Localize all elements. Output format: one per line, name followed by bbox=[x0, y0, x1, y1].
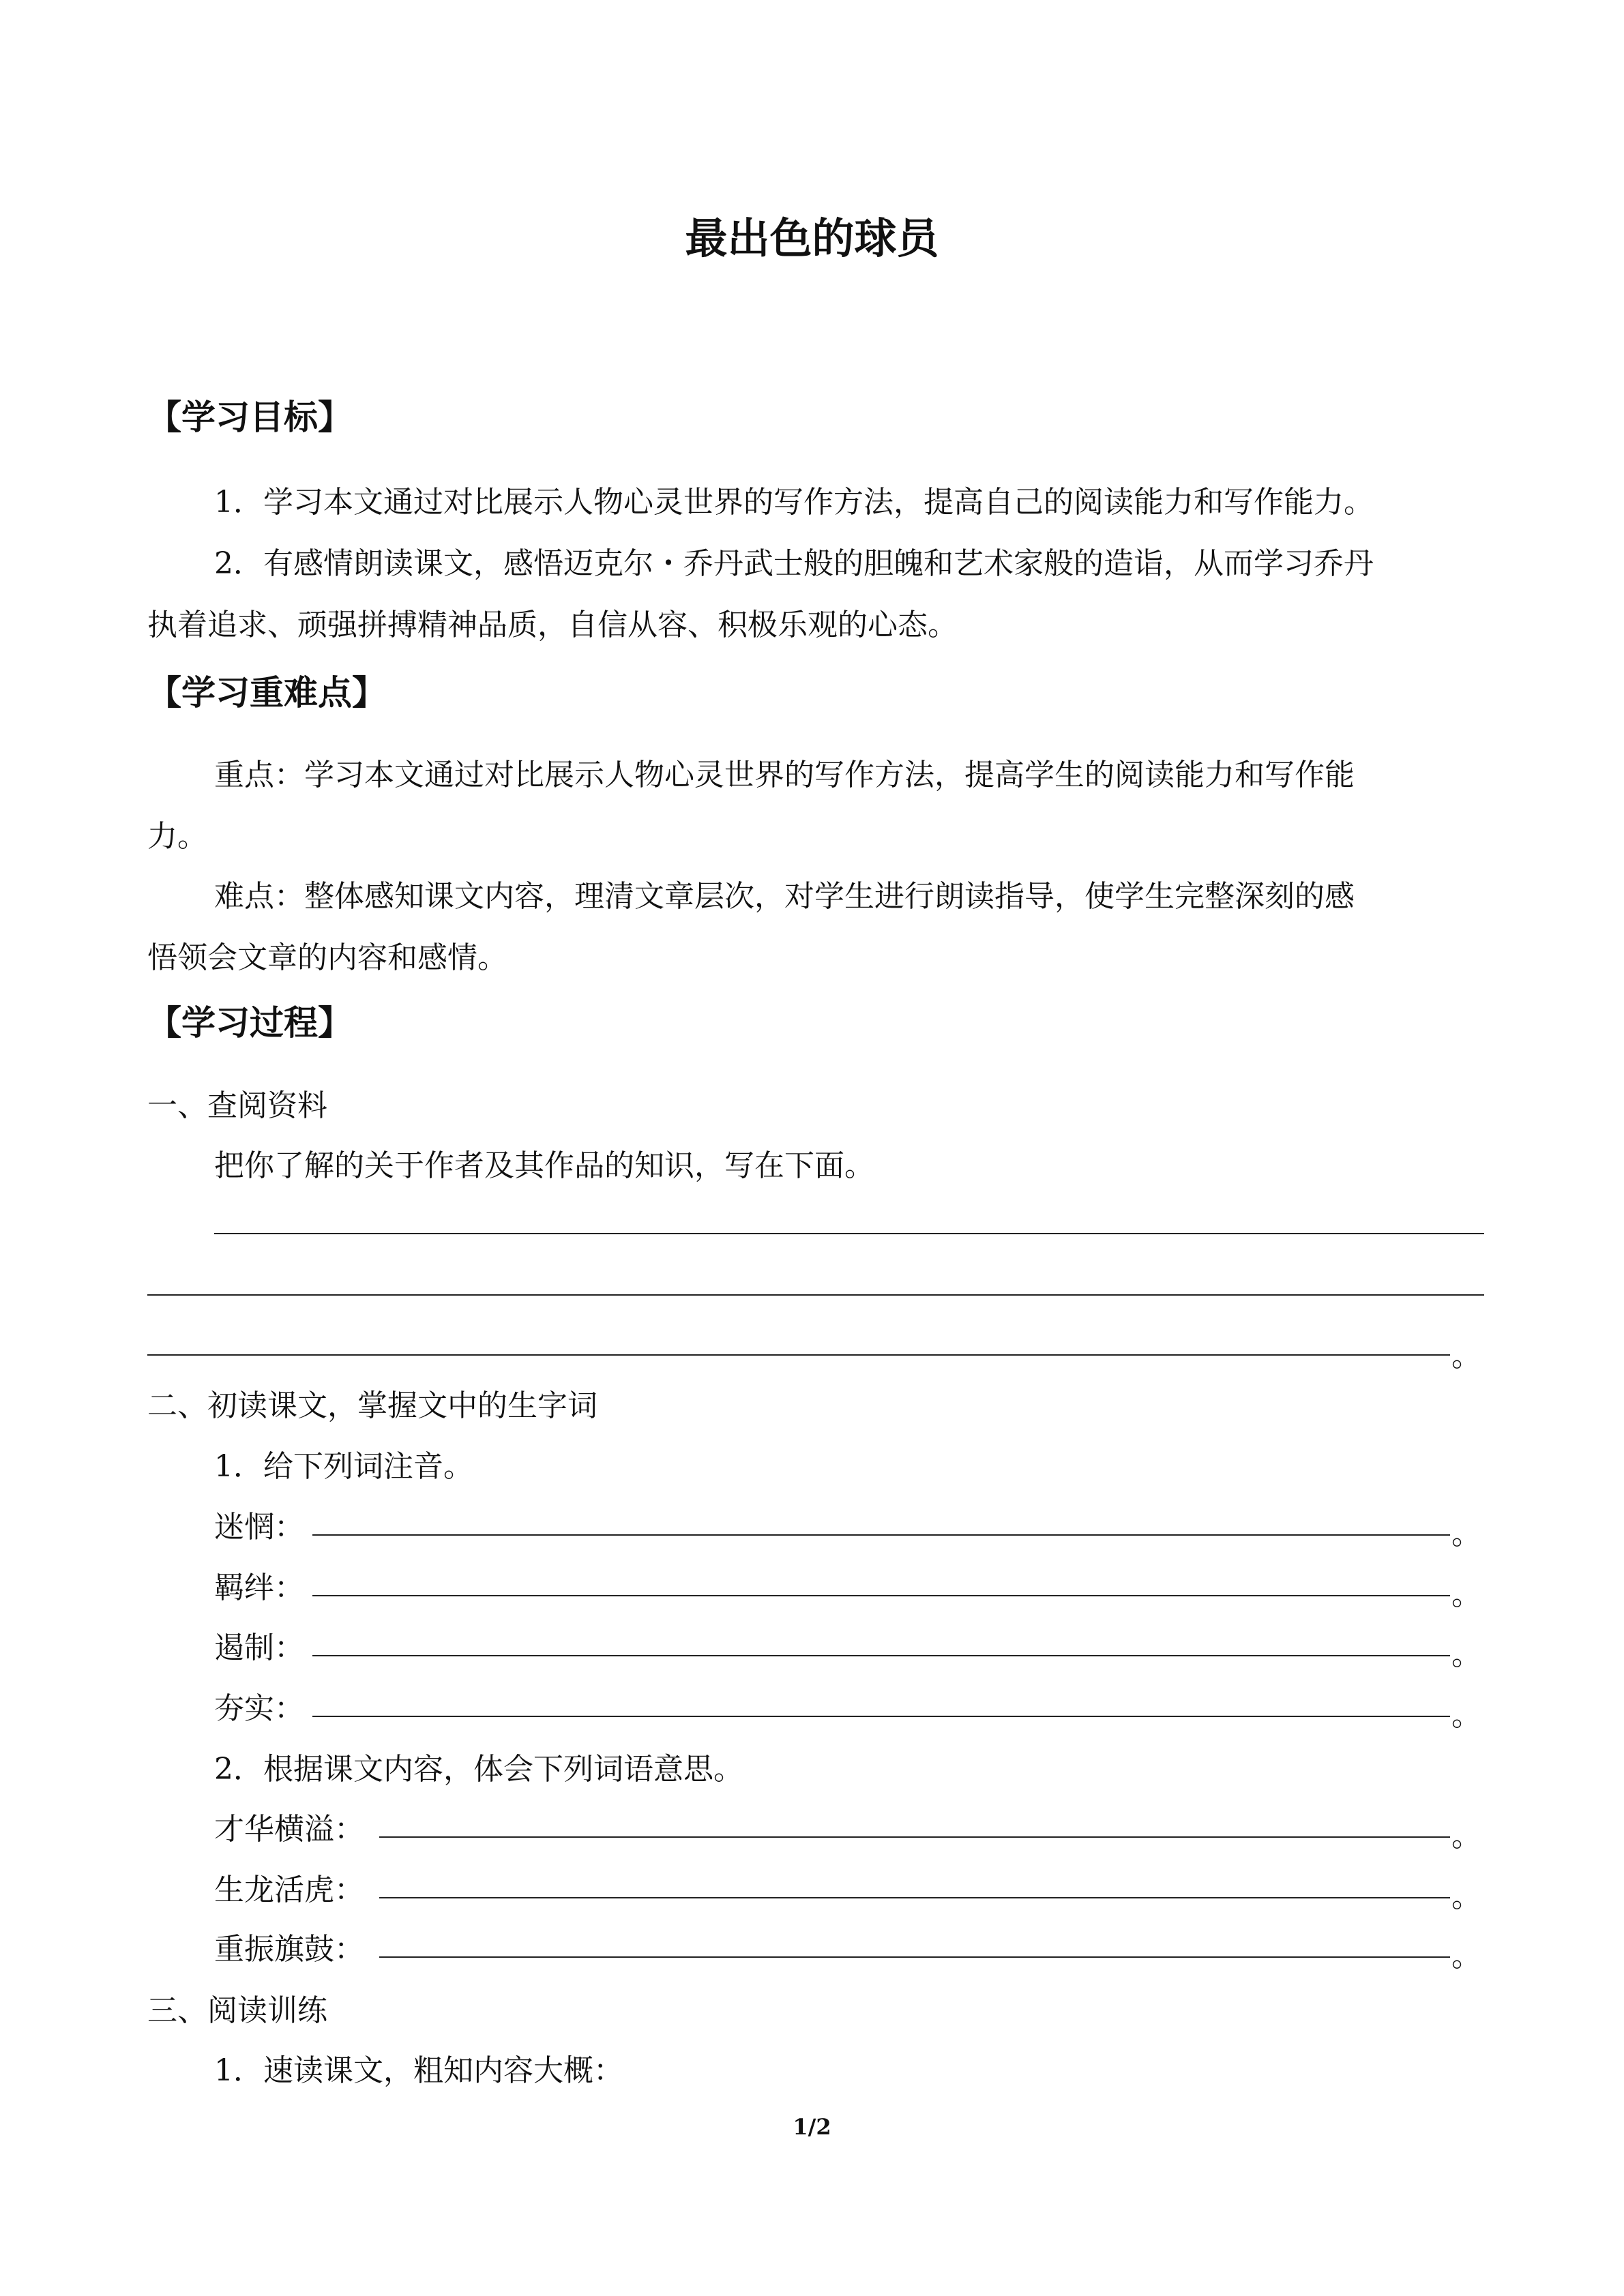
difficulty-text-line-1: 难点：整体感知课文内容，理清文章层次，对学生进行朗读指导，使学生完整深刻的感 bbox=[214, 879, 1355, 914]
meaning-answer-end-mark: 。 bbox=[1451, 1819, 1481, 1853]
objective-item-1: 1．学习本文通过对比展示人物心灵世界的写作方法，提高自己的阅读能力和写作能力。 bbox=[214, 485, 1374, 520]
pinyin-word-label: 羁绊： bbox=[214, 1570, 304, 1605]
objective-item-2-line-1: 2．有感情朗读课文，感悟迈克尔・乔丹武士般的胆魄和艺术家般的造诣，从而学习乔丹 bbox=[214, 546, 1374, 581]
pinyin-answer-line[interactable] bbox=[312, 1534, 1450, 1536]
answer-line-end-mark: 。 bbox=[1451, 1339, 1481, 1373]
pinyin-answer-line[interactable] bbox=[312, 1716, 1450, 1717]
section-heading-objectives: 【学习目标】 bbox=[147, 398, 352, 437]
part2-heading: 二、初读课文，掌握文中的生字词 bbox=[147, 1388, 597, 1423]
part2-question-1: 1．给下列词注音。 bbox=[214, 1449, 473, 1484]
meaning-answer-line[interactable] bbox=[379, 1897, 1450, 1898]
section-heading-process: 【学习过程】 bbox=[147, 1003, 352, 1043]
pinyin-answer-end-mark: 。 bbox=[1451, 1637, 1481, 1672]
pinyin-word-label: 迷惘： bbox=[214, 1510, 304, 1545]
difficulty-text-line-2: 悟领会文章的内容和感情。 bbox=[147, 940, 507, 975]
pinyin-answer-end-mark: 。 bbox=[1451, 1698, 1481, 1733]
pinyin-answer-end-mark: 。 bbox=[1451, 1517, 1481, 1551]
pinyin-word-label: 遏制： bbox=[214, 1630, 304, 1665]
part1-heading: 一、查阅资料 bbox=[147, 1088, 327, 1123]
meaning-answer-line[interactable] bbox=[379, 1836, 1450, 1838]
meaning-word-label: 生龙活虎： bbox=[214, 1873, 364, 1907]
part1-instruction: 把你了解的关于作者及其作品的知识，写在下面。 bbox=[214, 1148, 874, 1183]
part3-heading: 三、阅读训练 bbox=[147, 1993, 327, 2028]
page-number: 1/2 bbox=[793, 2114, 831, 2140]
meaning-word-label: 才华横溢： bbox=[214, 1812, 364, 1847]
answer-line-3[interactable] bbox=[147, 1354, 1450, 1356]
answer-line-2[interactable] bbox=[147, 1294, 1484, 1296]
focus-text-line-2: 力。 bbox=[147, 819, 207, 854]
document-title: 最出色的球员 bbox=[685, 213, 939, 263]
focus-text-line-1: 重点：学习本文通过对比展示人物心灵世界的写作方法，提高学生的阅读能力和写作能 bbox=[214, 758, 1355, 792]
part2-question-2: 2．根据课文内容，体会下列词语意思。 bbox=[214, 1752, 743, 1787]
part3-question-1: 1．速读课文，粗知内容大概： bbox=[214, 2053, 623, 2088]
objective-item-2-line-2: 执着追求、顽强拼搏精神品质，自信从容、积极乐观的心态。 bbox=[147, 608, 958, 642]
answer-line-1[interactable] bbox=[214, 1233, 1484, 1234]
pinyin-answer-line[interactable] bbox=[312, 1595, 1450, 1596]
pinyin-answer-end-mark: 。 bbox=[1451, 1577, 1481, 1612]
meaning-answer-end-mark: 。 bbox=[1451, 1939, 1481, 1973]
meaning-answer-end-mark: 。 bbox=[1451, 1879, 1481, 1914]
section-heading-key-points: 【学习重难点】 bbox=[147, 673, 386, 713]
pinyin-answer-line[interactable] bbox=[312, 1655, 1450, 1656]
meaning-word-label: 重振旗鼓： bbox=[214, 1932, 364, 1967]
pinyin-word-label: 夯实： bbox=[214, 1691, 304, 1726]
meaning-answer-line[interactable] bbox=[379, 1956, 1450, 1958]
